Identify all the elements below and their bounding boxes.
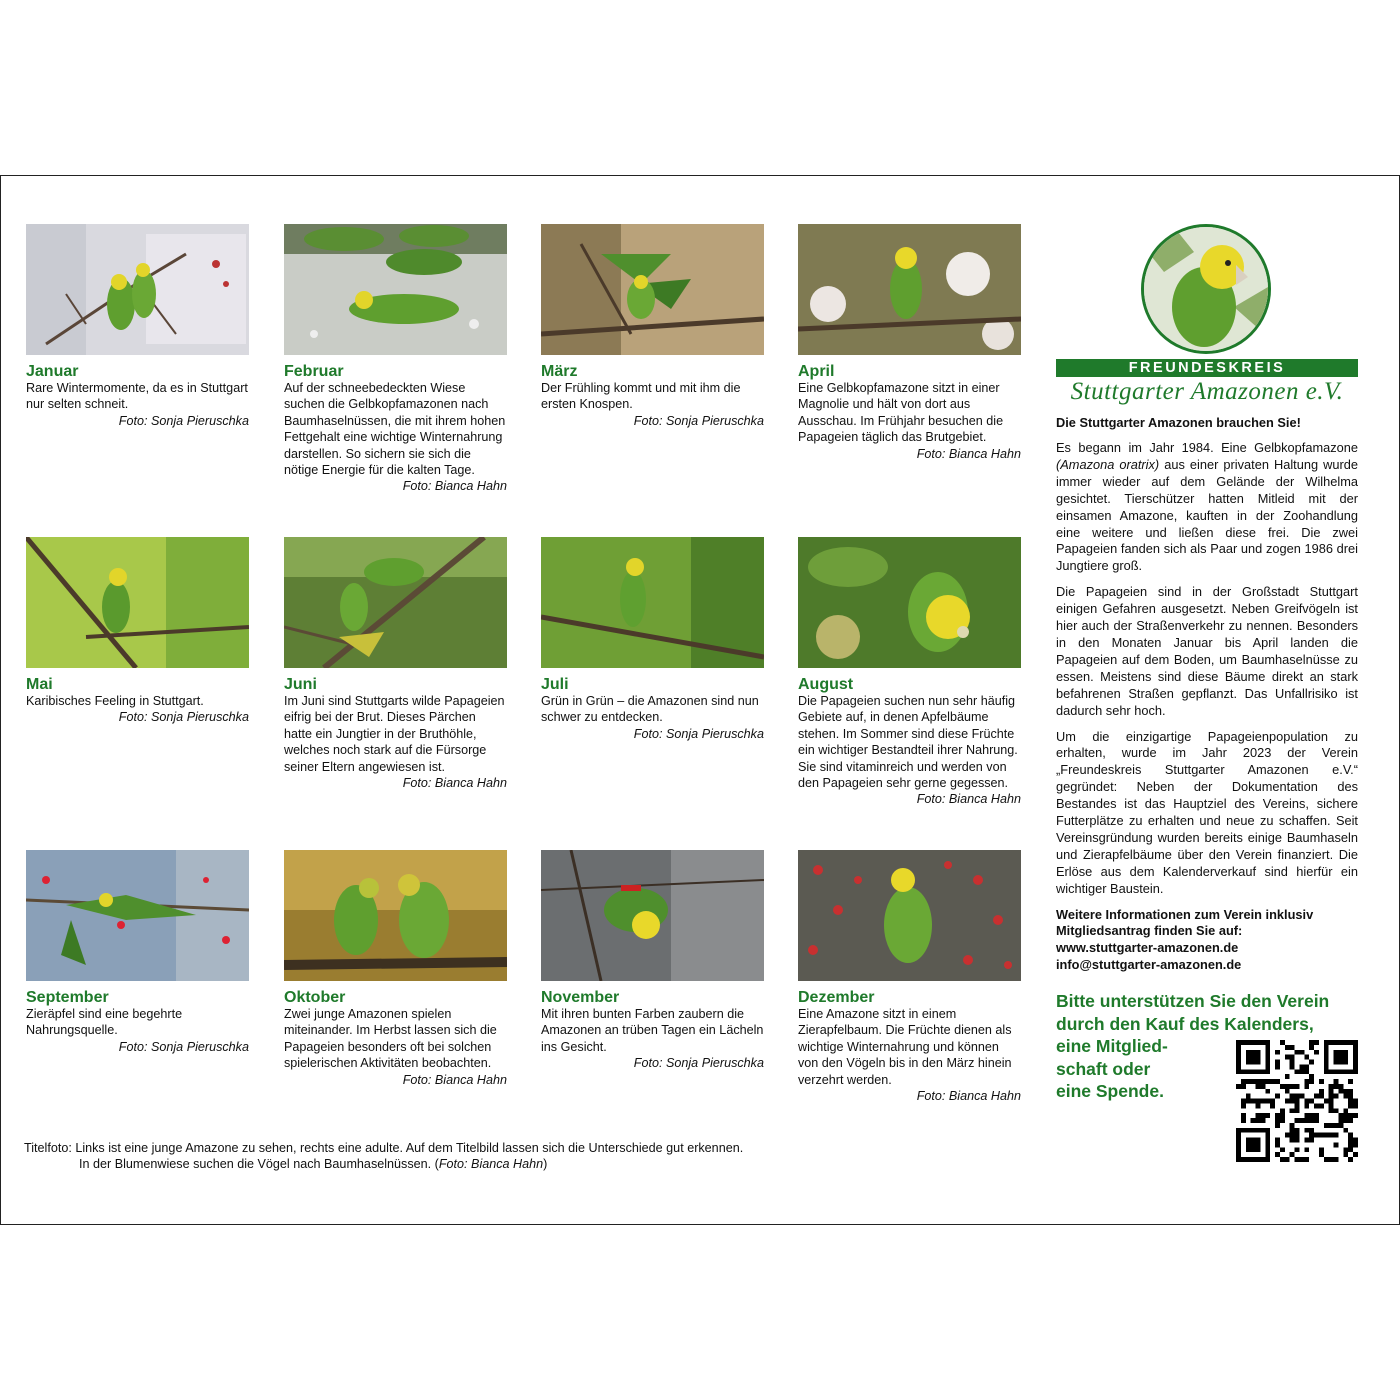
- parrot-logo-icon: [1141, 224, 1271, 354]
- month-name: Juli: [541, 676, 569, 693]
- month-name: Januar: [26, 363, 79, 380]
- club-info-column: [1056, 224, 1358, 974]
- month-name: Februar: [284, 363, 344, 380]
- photo-credit: Foto: Sonja Pieruschka: [633, 726, 764, 741]
- club-paragraph-1: [1056, 440, 1358, 575]
- month-description: Mit ihren bunten Farben zaubern die Amazonen an trüben Tagen ein Lächeln ins Gesicht.: [541, 1007, 764, 1054]
- club-band-label: FREUNDESKREIS: [1056, 359, 1358, 377]
- month-name: April: [798, 363, 835, 380]
- month-description: Karibisches Feeling in Stuttgart.: [26, 694, 204, 708]
- month-description: Eine Gelbkopfamazone sitzt in einer Magnolie und hält von dort aus Ausschau. Im Frühjahr besuchen die Papageien täglich das Brutgebiet.: [798, 381, 1004, 445]
- month-description: Die Papageien suchen nun sehr häufig Gebiete auf, in denen Apfelbäume stehen. Im Sommer sind diese Früchte ein wichtiger Bestandteil ihrer Nahrung. Sie sind vitaminreich und werden von den Papageien sehr gerne gegessen.: [798, 694, 1018, 791]
- month-name: Oktober: [284, 989, 346, 1006]
- month-description: Grün in Grün – die Amazonen sind nun schwer zu entdecken.: [541, 694, 759, 725]
- month-name: Mai: [26, 676, 53, 693]
- photo-credit: Foto: Bianca Hahn: [916, 446, 1021, 461]
- month-name: März: [541, 363, 578, 380]
- titelfoto-line2-end: ): [543, 1157, 548, 1172]
- month-description: Zieräpfel sind eine begehrte Nahrungsquelle.: [26, 1007, 183, 1038]
- month-oktober: [284, 850, 507, 1088]
- month-name: November: [541, 989, 620, 1006]
- month-mai: [26, 537, 249, 726]
- photo-credit: Foto: Sonja Pieruschka: [118, 413, 249, 428]
- month-description: Eine Amazone sitzt in einem Zierapfelbaum. Die Früchte dienen als wichtige Winternahrung und können von den Vögeln bis in den März hinein verzehrt werden.: [798, 1007, 1012, 1087]
- photo-mai: [26, 537, 249, 668]
- club-paragraph-2: Die Papageien sind in der Großstadt Stuttgart einigen Gefahren ausgesetzt. Neben Greifvögeln ist hier auch der Straßenverkehr zu nennen. Besonders in den Monaten Januar bis April landen die Papageien auf dem Boden, um Baumhaselnüsse zu essen. Meistens sind diese Bäume direkt an stark befahrenen Straßen gepflanzt. Das Unfallrisiko ist dadurch sehr hoch.: [1056, 584, 1358, 718]
- month-description: Auf der schneebedeckten Wiese suchen die Gelbkopfamazonen nach Baumhaselnüssen, die mit ihrem hohen Fettgehalt eine wichtige Winternahrung darstellen. So sichern sie sich die nötige Energie für die kalten Tage.: [284, 381, 506, 478]
- club-info-line2: Mitgliedsantrag finden Sie auf:: [1056, 923, 1243, 939]
- club-info-line1: Weitere Informationen zum Verein inklusiv: [1056, 906, 1314, 922]
- titelfoto-line2-text: In der Blumenwiese suchen die Vögel nach Baumhaselnüssen. (: [79, 1157, 439, 1172]
- month-februar: [284, 224, 507, 495]
- month-description: Zwei junge Amazonen spielen miteinander. Im Herbst lassen sich die Papageien besonders oft bei solchen spielerischen Aktivitäten beobachten.: [284, 1007, 497, 1071]
- photo-credit: Foto: Sonja Pieruschka: [633, 1056, 764, 1071]
- month-name: Dezember: [798, 989, 875, 1006]
- club-email-link[interactable]: info@stuttgarter-amazonen.de: [1056, 957, 1242, 973]
- titelfoto-line1: Titelfoto: Links ist eine junge Amazone zu sehen, rechts eine adulte. Auf dem Titelbild lassen sich die Unterschiede gut erkennen.: [24, 1141, 744, 1155]
- photo-credit: Foto: Bianca Hahn: [402, 479, 507, 494]
- photo-credit: Foto: Sonja Pieruschka: [633, 413, 764, 428]
- month-name: Juni: [284, 676, 317, 693]
- month-name: September: [26, 989, 109, 1006]
- appeal-line: eine Mitglied-: [1056, 1036, 1168, 1056]
- photo-credit: Foto: Sonja Pieruschka: [118, 710, 249, 725]
- month-dezember: [798, 850, 1021, 1104]
- month-september: [26, 850, 249, 1055]
- photo-november: [541, 850, 764, 981]
- month-name: August: [798, 676, 854, 693]
- month-november: [541, 850, 764, 1072]
- appeal-line: eine Spende.: [1056, 1081, 1164, 1101]
- month-juni: [284, 537, 507, 791]
- appeal-line: durch den Kauf des Kalenders,: [1056, 1013, 1314, 1034]
- photo-september: [26, 850, 249, 981]
- club-p1-species: (Amazona oratrix): [1056, 456, 1160, 472]
- photo-credit: Foto: Bianca Hahn: [916, 1089, 1021, 1104]
- titelfoto-line2: [24, 1156, 824, 1172]
- month-description: Im Juni sind Stuttgarts wilde Papageien eifrig bei der Brut. Dieses Pärchen hatte ein Jungtier in der Bruthöhle, welches noch stark auf die Fürsorge seiner Eltern angewiesen ist.: [284, 694, 505, 774]
- photo-credit: Foto: Bianca Hahn: [916, 792, 1021, 807]
- month-maerz: [541, 224, 764, 429]
- club-script-name: Stuttgarter Amazonen e.V.: [1070, 378, 1344, 405]
- appeal-line: schaft oder: [1056, 1058, 1151, 1079]
- month-januar: [26, 224, 249, 429]
- photo-januar: [26, 224, 249, 355]
- photo-credit: Foto: Sonja Pieruschka: [118, 1039, 249, 1054]
- photo-august: [798, 537, 1021, 668]
- club-info-block: [1056, 907, 1358, 975]
- photo-februar: [284, 224, 507, 355]
- photo-oktober: [284, 850, 507, 981]
- month-august: [798, 537, 1021, 808]
- photo-april: [798, 224, 1021, 355]
- photo-maerz: [541, 224, 764, 355]
- month-description: Rare Wintermomente, da es in Stuttgart nur selten schneit.: [26, 381, 248, 412]
- photo-credit: Foto: Bianca Hahn: [402, 776, 507, 791]
- titelfoto-caption: [24, 1140, 824, 1173]
- month-juli: [541, 537, 764, 742]
- titelfoto-credit: Foto: Bianca Hahn: [438, 1157, 544, 1172]
- month-description: Der Frühling kommt und mit ihm die ersten Knospen.: [541, 381, 741, 412]
- photo-credit: Foto: Bianca Hahn: [402, 1072, 507, 1087]
- photo-juni: [284, 537, 507, 668]
- photo-dezember: [798, 850, 1021, 981]
- appeal-line: Bitte unterstützen Sie den Verein: [1056, 991, 1330, 1011]
- club-headline: Die Stuttgarter Amazonen brauchen Sie!: [1056, 415, 1301, 430]
- qr-code-icon[interactable]: [1236, 1040, 1358, 1162]
- club-paragraph-3: Um die einzigartige Papageienpopulation zu erhalten, wurde im Jahr 2023 der Verein „Freundeskreis Stuttgarter Amazonen e.V.“ gegründet: Neben der Dokumentation des Bestandes ist das Hauptziel des Vereins, sichere Futterplätze zu erhalten und neue zu schaffen. Seit Vereinsgründung wurden bereits einige Baumhaseln und Zierapfelbäume über den Verein finanziert. Die Erlöse aus dem Kalenderverkauf sind hierfür ein wichtiger Baustein.: [1056, 728, 1358, 896]
- month-april: [798, 224, 1021, 462]
- club-website-link[interactable]: www.stuttgarter-amazonen.de: [1056, 940, 1239, 956]
- club-p1-a: Es begann im Jahr 1984. Eine Gelbkopfamazone: [1056, 440, 1358, 455]
- photo-juli: [541, 537, 764, 668]
- club-p1-b: aus einer privaten Haltung wurde immer wieder auf dem Gelände der Wilhelma gesichtet. Tierschützer hatten Mitleid mit der einsamen Amazone, kauften in der Zoohandlung eine weitere und ließen diese frei. Die zwei Papageien fanden sich als Paar und zogen 1986 drei Jungtiere groß.: [1056, 456, 1358, 574]
